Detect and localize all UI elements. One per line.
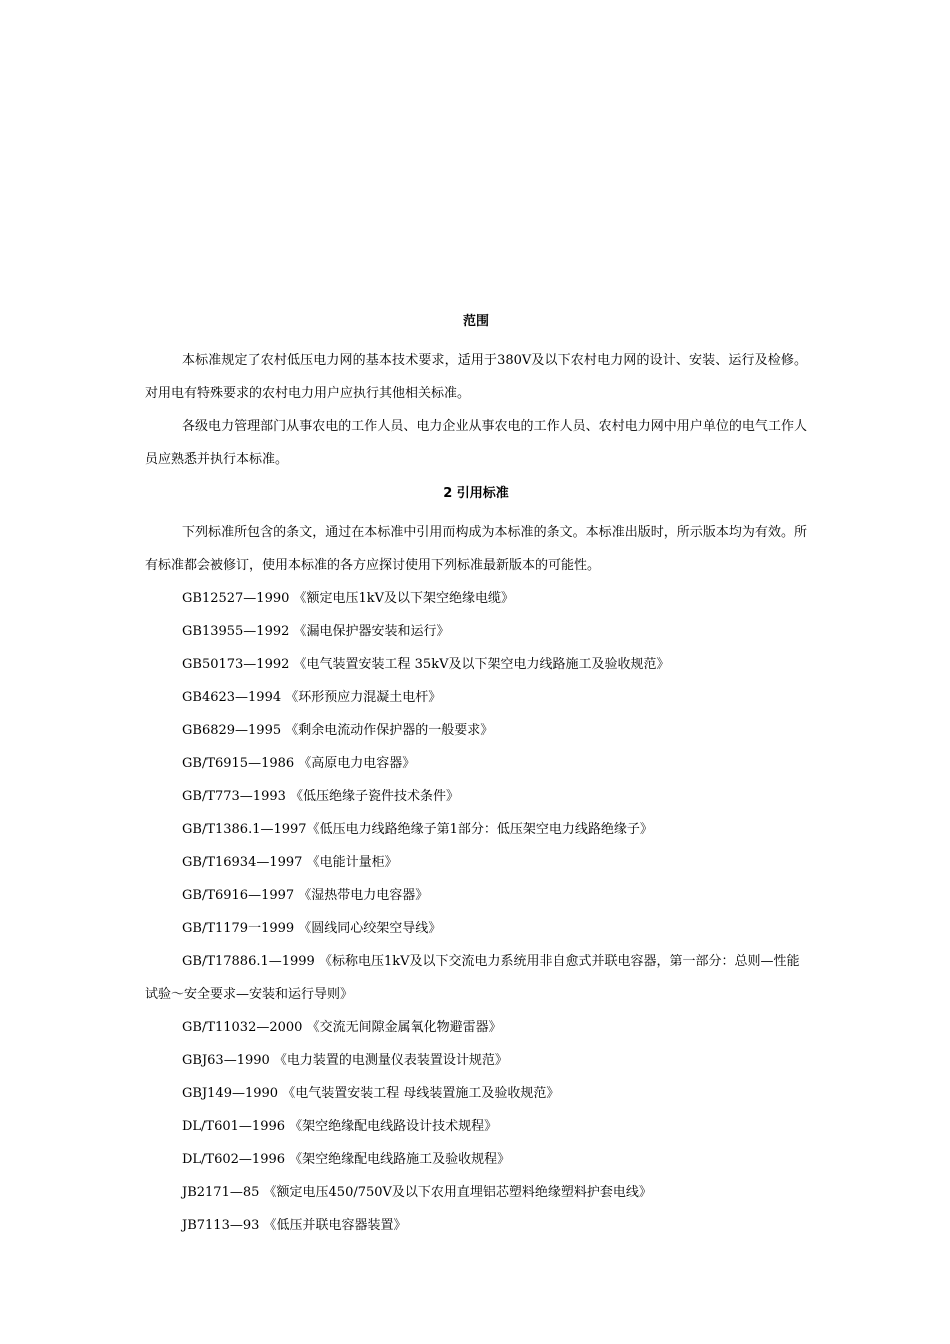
reference-title: 《圆线同心绞架空导线》 [298, 921, 442, 936]
reference-code: GB13955—1992 [182, 624, 294, 639]
reference-code: GB/T11032—2000 [182, 1020, 307, 1035]
reference-code: GB4623—1994 [182, 690, 286, 705]
reference-title: 《高原电力电容器》 [298, 756, 416, 771]
reference-code: GB/T17886.1—1999 [182, 954, 319, 969]
reference-title: 《低压电力线路绝缘子第1部分：低压架空电力线路绝缘子》 [306, 822, 653, 837]
reference-title: 《架空绝缘配电线路设计技术规程》 [289, 1119, 498, 1134]
reference-item [145, 879, 807, 912]
reference-code: GBJ149—1990 [182, 1086, 283, 1101]
reference-title: 《环形预应力混凝土电杆》 [285, 690, 442, 705]
reference-item [145, 780, 807, 813]
reference-code: GB/T1386.1—1997 [182, 822, 307, 837]
reference-title: 《交流无间隙金属氧化物避雷器》 [306, 1020, 502, 1035]
reference-item [145, 714, 807, 747]
document-content [145, 311, 807, 1242]
reference-title: 《电能计量柜》 [306, 855, 398, 870]
reference-title: 《架空绝缘配电线路施工及验收规程》 [289, 1152, 511, 1167]
reference-title: 《电气装置安装工程 母线装置施工及验收规范》 [282, 1086, 560, 1101]
reference-title: 《低压并联电容器装置》 [263, 1218, 407, 1233]
reference-code: JB7113—93 [182, 1218, 264, 1233]
reference-item [145, 1044, 807, 1077]
scope-paragraph-2: 各级电力管理部门从事农电的工作人员、电力企业从事农电的工作人员、农村电力网中用户单位的电气工作人员应熟悉并执行本标准。 [145, 419, 807, 467]
reference-title: 《剩余电流动作保护器的一般要求》 [285, 723, 494, 738]
reference-item [145, 912, 807, 945]
reference-item [145, 846, 807, 879]
section-title-references: 2 引用标准 [443, 486, 509, 501]
reference-title: 《额定电压450/750V及以下农用直埋铝芯塑料绝缘塑料护套电线》 [263, 1185, 652, 1200]
reference-item [145, 945, 807, 1011]
reference-code: DL/T601—1996 [182, 1119, 290, 1134]
section-title-scope: 范围 [462, 314, 489, 329]
reference-title: 《湿热带电力电容器》 [298, 888, 429, 903]
scope-paragraph-1: 本标准规定了农村低压电力网的基本技术要求，适用于380V及以下农村电力网的设计、安装、运行及检修。对用电有特殊要求的农村电力用户应执行其他相关标准。 [145, 353, 807, 401]
references-intro: 下列标准所包含的条文，通过在本标准中引用而构成为本标准的条文。本标准出版时，所示版本均为有效。所有标准都会被修订，使用本标准的各方应探讨使用下列标准最新版本的可能性。 [145, 525, 807, 573]
reference-item [145, 747, 807, 780]
reference-item [145, 615, 807, 648]
reference-item [145, 1011, 807, 1044]
reference-item [145, 1209, 807, 1242]
reference-item [145, 681, 807, 714]
reference-title: 《额定电压1kV及以下架空绝缘电缆》 [293, 591, 515, 606]
reference-code: GBJ63—1990 [182, 1053, 274, 1068]
reference-title: 《低压绝缘子瓷件技术条件》 [290, 789, 460, 804]
reference-code: JB2171—85 [182, 1185, 264, 1200]
reference-item [145, 648, 807, 681]
reference-item [145, 1143, 807, 1176]
reference-item [145, 1077, 807, 1110]
reference-title: 《标称电压1kV及以下交流电力系统用非自愈式并联电容器，第一部分：总则—性能试验～安全要求—安装和运行导则》 [145, 954, 800, 1002]
reference-item [145, 1176, 807, 1209]
reference-list [145, 582, 807, 1242]
reference-code: GB6829—1995 [182, 723, 286, 738]
reference-title: 《漏电保护器安装和运行》 [293, 624, 450, 639]
reference-title: 《电力装置的电测量仪表装置设计规范》 [273, 1053, 508, 1068]
reference-item [145, 1110, 807, 1143]
reference-code: GB/T773—1993 [182, 789, 291, 804]
reference-code: GB12527—1990 [182, 591, 294, 606]
reference-code: GB/T16934—1997 [182, 855, 307, 870]
reference-code: GB/T6916—1997 [182, 888, 299, 903]
reference-item [145, 582, 807, 615]
reference-code: GB50173—1992 [182, 657, 294, 672]
reference-code: DL/T602—1996 [182, 1152, 290, 1167]
reference-title: 《电气装置安装工程 35kV及以下架空电力线路施工及验收规范》 [293, 657, 670, 672]
reference-code: GB/T1179一1999 [182, 921, 299, 936]
reference-code: GB/T6915—1986 [182, 756, 299, 771]
reference-item [145, 813, 807, 846]
